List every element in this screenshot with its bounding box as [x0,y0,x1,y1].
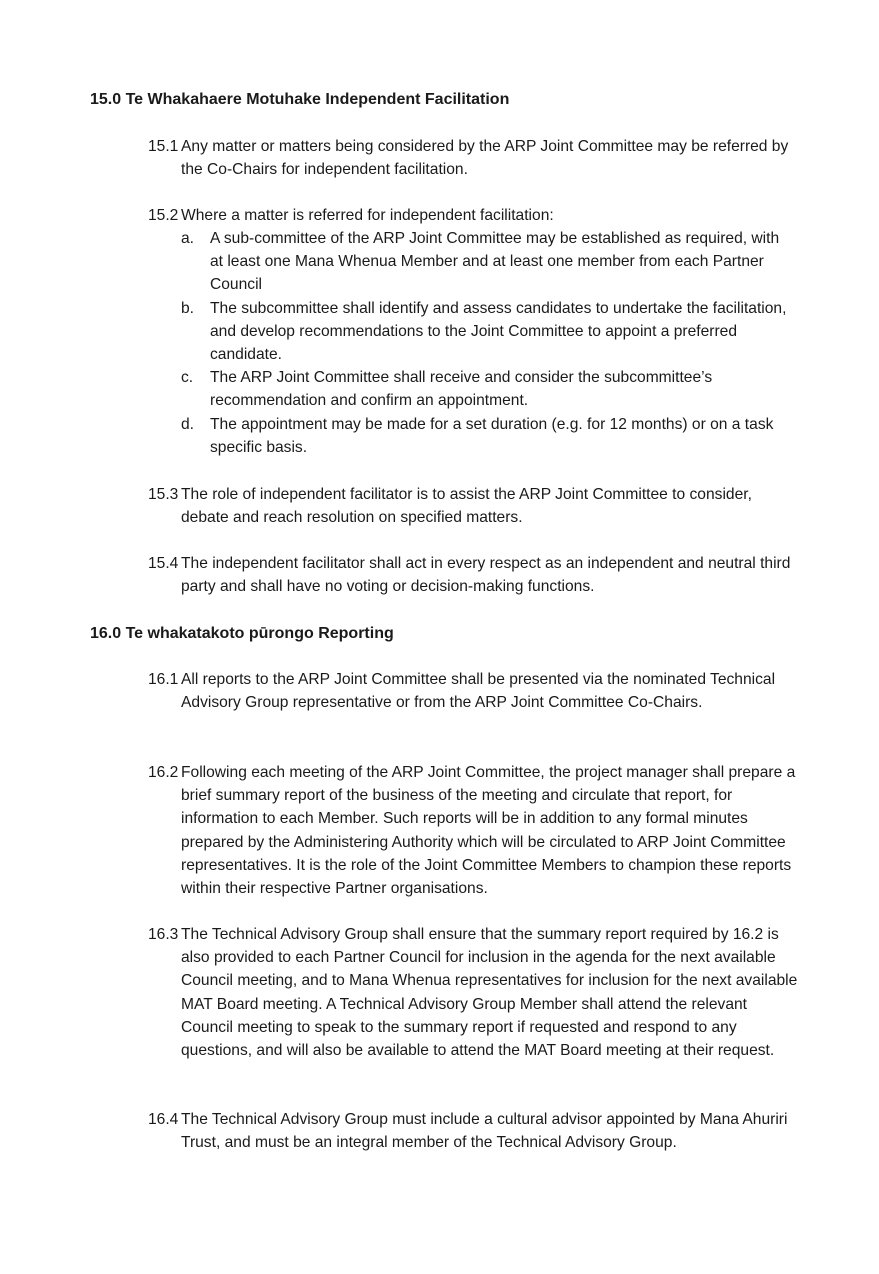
list-item-text: The subcommittee shall identify and assess candidates to undertake the facilitation, and develop recommendations to the Joint Committee to appoint a preferred candidate. [210,299,787,364]
list-item-letter: b. [181,299,195,317]
list-item [181,413,796,459]
list-item-letter: c. [181,369,194,387]
clause-number: 16.2 [148,764,179,781]
clause-text: The Technical Advisory Group shall ensure that the summary report required by 16.2 is also provided to each Partner Council for inclusion in the agenda for the next available Council meeting, and to Mana Whenua representatives for inclusion for the next available MAT Board meeting. A Technical Advisory Group Member shall attend the relevant Council meeting to speak to the summary report if requested and respond to any questions, and will also be available to attend the MAT Board meeting at their request. [181,926,798,1060]
list-item-text: A sub-committee of the ARP Joint Committee may be established as required, with at least one Mana Whenua Member and at least one member from each Partner Council [210,230,780,294]
clause-number: 16.1 [148,671,179,688]
clause-text: The independent facilitator shall act in every respect as an independent and neutral third party and shall have no voting or decision-making functions. [181,555,791,596]
clause-number: 15.2 [148,207,179,224]
clause-15-3 [148,483,798,529]
list-item-text: The appointment may be made for a set duration (e.g. for 12 months) or on a task specific basis. [210,415,774,456]
clause-text: Following each meeting of the ARP Joint Committee, the project manager shall prepare a brief summary report of the business of the meeting and circulate that report, for information to each Member. Such reports will be in addition to any formal minutes prepared by the Administering Authority which will be circulated to ARP Joint Committee representatives. It is the role of the Joint Committee Members to champion these reports within their respective Partner organisations. [181,764,796,898]
clause-text: All reports to the ARP Joint Committee shall be presented via the nominated Technical Advisory Group representative or from the ARP Joint Committee Co-Chairs. [181,671,776,712]
clause-15-1 [148,135,798,181]
clause-text: Any matter or matters being considered by the ARP Joint Committee may be referred by the Co-Chairs for independent facilitation. [181,138,789,179]
list-item [181,227,796,297]
clause-16-4 [148,1108,798,1154]
list-item-text: The ARP Joint Committee shall receive and consider the subcommittee’s recommendation and confirm an appointment. [210,369,713,410]
clause-number: 15.3 [148,486,179,503]
clause-number: 16.4 [148,1111,179,1128]
clause-16-3 [148,923,798,1062]
clause-text: Where a matter is referred for independent facilitation: [181,207,554,224]
clause-text: The Technical Advisory Group must include a cultural advisor appointed by Mana Ahuriri Trust, and must be an integral member of the Technical Advisory Group. [181,1111,788,1152]
clause-15-2-list [181,227,796,459]
section-heading-15: 15.0 Te Whakahaere Motuhake Independent Facilitation [90,91,510,108]
clause-number: 15.1 [148,138,179,155]
clause-16-1 [148,668,798,714]
clause-number: 15.4 [148,555,179,572]
clause-number: 16.3 [148,926,179,943]
clause-16-2 [148,761,798,900]
clause-text: The role of independent facilitator is to assist the ARP Joint Committee to consider, debate and reach resolution on specified matters. [181,486,752,527]
section-heading-16: 16.0 Te whakatakoto pūrongo Reporting [90,625,394,642]
clause-15-2 [148,204,798,227]
list-item [181,366,796,412]
list-item-letter: d. [181,415,195,433]
clause-15-4 [148,552,798,598]
list-item [181,297,796,367]
list-item-letter: a. [181,230,195,247]
